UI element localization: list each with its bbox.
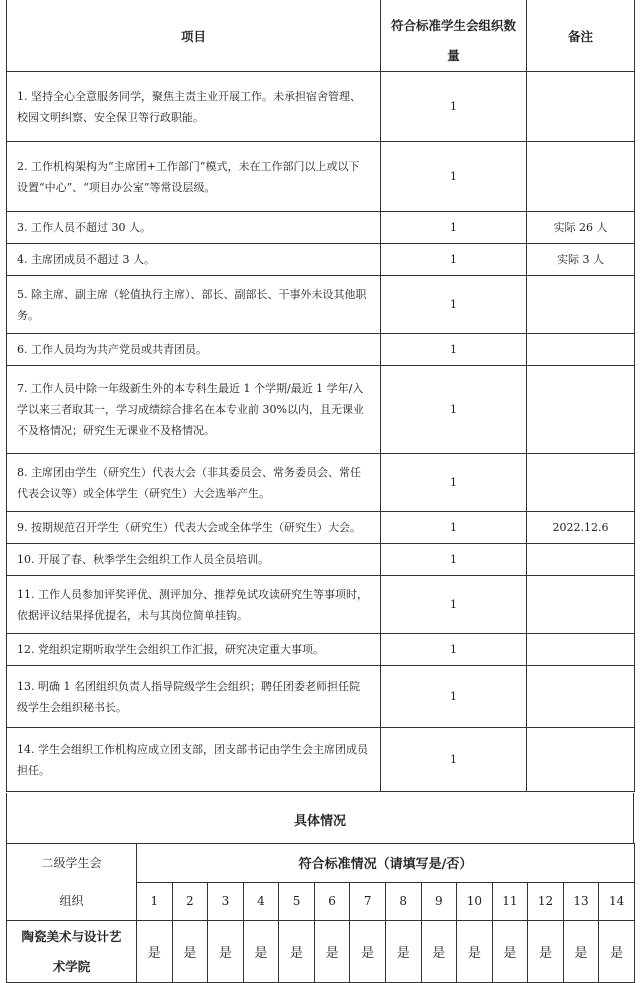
note-cell xyxy=(527,728,635,792)
item-number: 7 xyxy=(350,882,386,921)
details-title: 具体情况 xyxy=(6,793,634,843)
header-item: 项目 xyxy=(7,0,381,72)
item-number: 2 xyxy=(172,882,208,921)
requirements-table xyxy=(6,0,635,792)
table-row xyxy=(7,576,635,634)
note-cell xyxy=(527,634,635,666)
answer-cell: 是 xyxy=(385,921,421,983)
requirements-body xyxy=(7,72,635,792)
item-number: 12 xyxy=(528,882,564,921)
item-number: 3 xyxy=(208,882,244,921)
item-number: 6 xyxy=(314,882,350,921)
item-number: 1 xyxy=(137,882,173,921)
compliant-count: 1 xyxy=(381,512,527,544)
table-row xyxy=(7,544,635,576)
header-note: 备注 xyxy=(527,0,635,72)
note-cell xyxy=(527,334,635,366)
note-cell xyxy=(527,666,635,728)
compliant-count: 1 xyxy=(381,334,527,366)
note-cell xyxy=(527,576,635,634)
requirement-text: 14. 学生会组织工作机构应成立团支部，团支部书记由学生会主席团成员担任。 xyxy=(7,728,381,792)
college-answer-row xyxy=(7,921,635,983)
note-cell xyxy=(527,142,635,212)
table-row xyxy=(7,454,635,512)
table-row xyxy=(7,212,635,244)
requirement-text: 13. 明确 1 名团组织负责人指导院级学生会组织；聘任团委老师担任院级学生会组织秘书长。 xyxy=(7,666,381,728)
note-cell xyxy=(527,454,635,512)
compliant-count: 1 xyxy=(381,276,527,334)
table-row xyxy=(7,142,635,212)
table-row xyxy=(7,634,635,666)
item-number: 14 xyxy=(599,882,635,921)
requirement-text: 1. 坚持全心全意服务同学，聚焦主责主业开展工作。未承担宿舍管理、校园文明纠察、安全保卫等行政职能。 xyxy=(7,72,381,142)
note-cell xyxy=(527,366,635,454)
item-number: 10 xyxy=(457,882,493,921)
note-cell: 2022.12.6 xyxy=(527,512,635,544)
table-row xyxy=(7,666,635,728)
table-row xyxy=(7,72,635,142)
answer-cell: 是 xyxy=(350,921,386,983)
answer-cell: 是 xyxy=(314,921,350,983)
header-standard-line1: 符合标准学生会组织数 xyxy=(390,17,516,33)
note-cell xyxy=(527,544,635,576)
requirement-text: 11. 工作人员参加评奖评优、测评加分、推荐免试攻读研究生等事项时，依据评议结果择优提名，未与其岗位简单挂钩。 xyxy=(7,576,381,634)
requirement-text: 9. 按期规范召开学生（研究生）代表大会或全体学生（研究生）大会。 xyxy=(7,512,381,544)
table-row xyxy=(7,512,635,544)
answer-cell: 是 xyxy=(599,921,635,983)
item-number: 8 xyxy=(385,882,421,921)
compliant-count: 1 xyxy=(381,72,527,142)
note-cell xyxy=(527,276,635,334)
compliant-count: 1 xyxy=(381,576,527,634)
answer-cell: 是 xyxy=(243,921,279,983)
answer-cell: 是 xyxy=(208,921,244,983)
item-number: 9 xyxy=(421,882,457,921)
item-number: 13 xyxy=(563,882,599,921)
table-row xyxy=(7,366,635,454)
compliant-count: 1 xyxy=(381,544,527,576)
header-standard-line2: 量 xyxy=(447,47,460,63)
answer-cell: 是 xyxy=(421,921,457,983)
requirement-text: 7. 工作人员中除一年级新生外的本专科生最近 1 个学期/最近 1 学年/入学以来三者取其一，学习成绩综合排名在本专业前 30%以内，且无课业不及格情况；研究生无课业不及格情况。 xyxy=(7,366,381,454)
requirement-text: 5. 除主席、副主席（轮值执行主席）、部长、副部长、干事外未设其他职务。 xyxy=(7,276,381,334)
requirement-text: 3. 工作人员不超过 30 人。 xyxy=(7,212,381,244)
org-label-line1: 二级学生会 xyxy=(41,856,102,870)
requirement-text: 12. 党组织定期听取学生会组织工作汇报，研究决定重大事项。 xyxy=(7,634,381,666)
answer-cell: 是 xyxy=(279,921,315,983)
table-row xyxy=(7,244,635,276)
college-name-line1: 陶瓷美术与设计艺 xyxy=(21,928,122,944)
compliant-count: 1 xyxy=(381,244,527,276)
answer-cell: 是 xyxy=(528,921,564,983)
table-row xyxy=(7,334,635,366)
answer-cell: 是 xyxy=(172,921,208,983)
compliant-count: 1 xyxy=(381,634,527,666)
table-row xyxy=(7,728,635,792)
answer-cell: 是 xyxy=(137,921,173,983)
requirement-text: 8. 主席团由学生（研究生）代表大会（非其委员会、常务委员会、常任代表会议等）或全体学生（研究生）大会选举产生。 xyxy=(7,454,381,512)
note-cell xyxy=(527,72,635,142)
org-label-line2: 组织 xyxy=(59,894,84,908)
requirement-text: 4. 主席团成员不超过 3 人。 xyxy=(7,244,381,276)
item-number: 5 xyxy=(279,882,315,921)
item-number: 4 xyxy=(243,882,279,921)
compliant-count: 1 xyxy=(381,366,527,454)
requirement-text: 2. 工作机构架构为“主席团+工作部门”模式，未在工作部门以上或以下设置“中心”、“项目办公室”等常设层级。 xyxy=(7,142,381,212)
requirement-text: 6. 工作人员均为共产党员或共青团员。 xyxy=(7,334,381,366)
table-header-row xyxy=(7,0,635,72)
compliant-count: 1 xyxy=(381,666,527,728)
details-table xyxy=(6,843,635,983)
note-cell: 实际 3 人 xyxy=(527,244,635,276)
org-label-cell xyxy=(7,844,137,921)
item-number: 11 xyxy=(492,882,528,921)
table-row xyxy=(7,276,635,334)
answer-cell: 是 xyxy=(563,921,599,983)
header-standard-count xyxy=(381,0,527,72)
compliant-count: 1 xyxy=(381,212,527,244)
answer-cell: 是 xyxy=(492,921,528,983)
note-cell: 实际 26 人 xyxy=(527,212,635,244)
college-name-line2: 术学院 xyxy=(52,958,91,974)
answer-cell: 是 xyxy=(457,921,493,983)
requirement-text: 10. 开展了春、秋季学生会组织工作人员全员培训。 xyxy=(7,544,381,576)
compliant-count: 1 xyxy=(381,728,527,792)
college-name-cell xyxy=(7,921,137,983)
compliant-count: 1 xyxy=(381,454,527,512)
compliant-count: 1 xyxy=(381,142,527,212)
standard-status-header: 符合标准情况（请填写是/否） xyxy=(137,844,635,883)
